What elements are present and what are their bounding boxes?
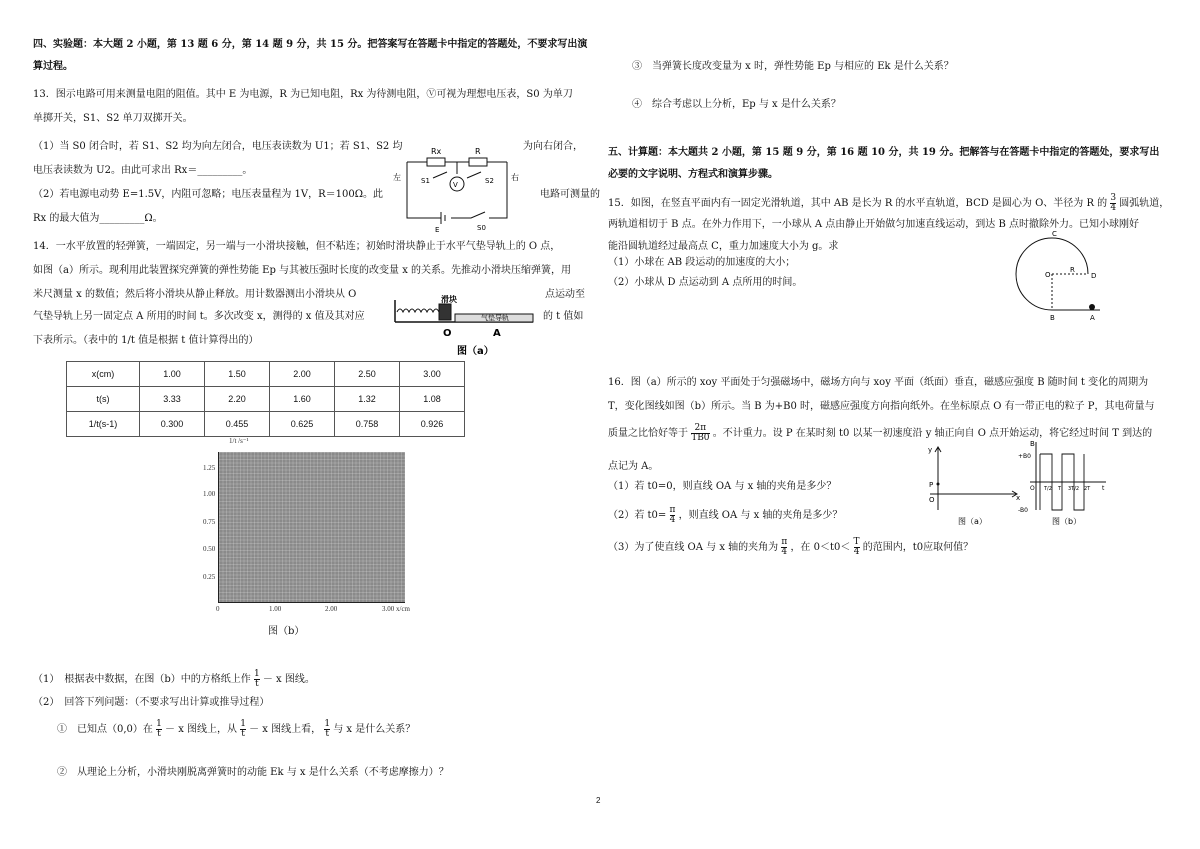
figure-16a-axes	[926, 444, 1026, 528]
q16-part3-c: 的范围内，t0应取何值？	[862, 542, 974, 553]
table-cell: 3.00	[400, 362, 465, 387]
table-cell: 1.32	[335, 387, 400, 412]
q13-part2-right: 电路可测量的	[540, 189, 600, 200]
q13-part1: （1）当 S0 闭合时，若 S1、S2 均为向左闭合，电压表读数为 U1；若 S1、S2 均	[33, 141, 403, 152]
graph-y-tick: 0.50	[203, 545, 216, 553]
figure-a-caption: 图（a）	[457, 346, 494, 357]
section4-title-cont: 算过程。	[33, 61, 73, 72]
fraction-pi-4	[781, 538, 787, 557]
circuit-diagram	[393, 138, 523, 234]
table-row	[67, 387, 465, 412]
table-cell: 0.758	[335, 412, 400, 437]
fraction-t-4	[854, 538, 860, 557]
q14-sub1-a: ① 已知点（0,0）在	[57, 724, 153, 735]
q14-sub1	[57, 720, 415, 739]
q14-text-4-right: 的 t 值如	[543, 311, 584, 322]
q14-sub2: ② 从理论上分析，小滑块刚脱离弹簧时的动能 Ek 与 x 是什么关系（不考虑摩擦力）？	[57, 767, 449, 778]
table-head-x: x(cm)	[67, 362, 140, 387]
q15-text-b: 圆弧轨道，	[1119, 198, 1170, 209]
q14-text-3-right: 点运动至	[545, 289, 585, 300]
q16-part2-a: （2）若 t0=	[608, 510, 667, 521]
table-cell: 3.33	[140, 387, 205, 412]
fraction-pi-4	[670, 506, 676, 525]
section5-title: 五、计算题：本大题共 2 小题，第 15 题 9 分，第 16 题 10 分，共 19 分。把解答与在答题卡中指定的答题处，要求写出	[608, 147, 1160, 158]
frac-num: 1	[253, 669, 260, 679]
q13-part1-right: 为向右闭合，	[523, 141, 583, 152]
fig16b-tick: T	[1058, 486, 1062, 492]
frac-num: 3	[1110, 193, 1117, 203]
q16-part3-b: ，在 0＜t0＜	[790, 542, 851, 553]
q16-part2-b: ，则直线 OA 与 x 轴的夹角是多少？	[678, 510, 843, 521]
fig16b-o: O	[1030, 485, 1035, 492]
fig16a-caption: 图（a）	[958, 517, 987, 526]
circuit-label-s0: S0	[477, 224, 486, 232]
graph-x-tick: 0	[216, 605, 220, 613]
particle-dot	[937, 483, 940, 486]
table-cell: 1.00	[140, 362, 205, 387]
q15-text-2: 两轨道相切于 B 点。在外力作用下，一小球从 A 点由静止开始做匀加速直线运动，到达 B 点时撤除外力。已知小球刚好	[608, 219, 1139, 230]
fig16b-t: t	[1102, 485, 1105, 492]
fraction-1-over-t	[156, 720, 162, 739]
q16-text-3b: 。不计重力。设 P 在某时刻 t0 以某一初速度沿 y 轴正向自 O 点开始运动，将它经过时间 T 到达的	[712, 428, 1153, 439]
fraction-3-4	[1110, 194, 1116, 213]
circuit-label-rx: Rx	[431, 147, 442, 156]
circuit-voltmeter: V	[453, 181, 458, 189]
graph-y-tick: 1.00	[203, 490, 216, 498]
fig16b-plus: +B0	[1018, 453, 1031, 460]
q14-text-2: 如图（a）所示。现利用此装置探究弹簧的弹性势能 Ep 与其被压强时长度的改变量 x 的关系。先推动小滑块压缩弹簧，用	[33, 265, 572, 276]
table-cell: 0.300	[140, 412, 205, 437]
q14-text-3: 米尺测量 x 的数值；然后将小滑块从静止释放。用计数器测出小滑块从 O	[33, 289, 357, 300]
figure-a-rail-label: 气垫导轨	[481, 314, 509, 322]
q14-part2: （2） 回答下列问题：（不要求写出计算或推导过程）	[33, 697, 270, 708]
section4-title: 四、实验题：本大题 2 小题，第 13 题 6 分，第 14 题 9 分，共 15 分。把答案写在答题卡中指定的答题处，不要求写出演	[33, 39, 588, 50]
q14-sub4: ④ 综合考虑以上分析，Ep 与 x 是什么关系？	[632, 99, 841, 110]
circuit-label-right: 右	[511, 173, 519, 182]
graph-y-axis-label: 1/t /s⁻¹	[229, 437, 249, 445]
frac-den: t	[241, 729, 245, 739]
circuit-label-e: E	[435, 226, 440, 234]
fraction-2pi-over-tb0	[691, 424, 709, 443]
q16-text: 16．图（a）所示的 xoy 平面处于匀强磁场中，磁场方向与 xoy 平面（纸面）垂直，磁感应强度 B 随时间 t 变化的周期为	[608, 377, 1149, 388]
frac-num: 1	[324, 719, 331, 729]
q15-text	[608, 194, 1169, 213]
fraction-1-over-t	[254, 670, 260, 689]
fig15-label-b: B	[1050, 314, 1055, 322]
graph-x-tick: 1.00	[269, 605, 282, 613]
circuit-label-left: 左	[393, 173, 401, 182]
graph-y-tick: 1.25	[203, 464, 216, 472]
q15-part2: （2）小球从 D 点运动到 A 点所用的时间。	[608, 277, 803, 288]
circuit-label-s1: S1	[421, 177, 430, 185]
fig15-label-a: A	[1090, 314, 1095, 322]
table-cell: 2.50	[335, 362, 400, 387]
q13-text: 13．图示电路可用来测量电阻的阻值。其中 E 为电源，R 为已知电阻，Rx 为待测电阻，Ⓥ可视为理想电压表，S0 为单刀	[33, 89, 573, 100]
frac-num: 1	[240, 719, 246, 729]
frac-den: 4	[781, 547, 788, 557]
frac-num: π	[781, 537, 788, 547]
table-cell: 2.00	[270, 362, 335, 387]
ball-icon	[1089, 304, 1095, 310]
graph-x-tick: 2.00	[325, 605, 338, 613]
fig16a-o: O	[929, 496, 935, 504]
circuit-label-r: R	[475, 147, 481, 156]
fig16b-b: B	[1030, 440, 1035, 448]
frac-num: 1	[156, 719, 162, 729]
circuit-label-s2: S2	[485, 177, 494, 185]
table-head-inv-t: 1/t(s-1)	[67, 412, 140, 437]
table-cell: 0.625	[270, 412, 335, 437]
fig16a-x: x	[1016, 494, 1021, 502]
graph-grid	[218, 452, 405, 603]
section5-title-cont: 必要的文字说明、方程式和演算步骤。	[608, 169, 778, 180]
fig16b-tick: 3T/2	[1068, 486, 1080, 492]
table-cell: 1.50	[205, 362, 270, 387]
q16-text-2: T，变化图线如图（b）所示。当 B 为+B0 时，磁感应强度方向指向纸外。在坐标原点 O 有一带正电的粒子 P，其电荷量与	[608, 401, 1155, 412]
figure-a-slider	[393, 295, 538, 360]
q16-part2	[608, 506, 842, 525]
q14-sub3: ③ 当弹簧长度改变量为 x 时，弹性势能 Ep 与相应的 Ek 是什么关系？	[632, 61, 954, 72]
table-cell: 1.08	[400, 387, 465, 412]
graph-caption: 图（b）	[268, 626, 305, 637]
q16-part3-a: （3）为了使直线 OA 与 x 轴的夹角为	[608, 542, 779, 553]
q13-part1-cont: 电压表读数为 U2。由此可求出 Rx＝_________。	[33, 165, 253, 176]
q14-part1-end: － x 图线。	[262, 674, 315, 685]
frac-den: 4	[853, 547, 860, 557]
q13-part2: （2）若电源电动势 E=1.5V，内阻可忽略；电压表量程为 1V，R＝100Ω。此	[33, 189, 384, 200]
table-cell: 0.926	[400, 412, 465, 437]
q14-text-5: 下表所示。（表中的 1/t 值是根据 t 值计算得出的）	[33, 335, 259, 346]
q16-part1: （1）若 t0=0，则直线 OA 与 x 轴的夹角是多少？	[608, 481, 837, 492]
q13-part2-cont: Rx 的最大值为_________Ω。	[33, 213, 163, 224]
figure-a-a: A	[493, 328, 501, 339]
fig16a-p: P	[929, 481, 934, 489]
q13-text-cont: 单掷开关，S1、S2 单刀双掷开关。	[33, 113, 193, 124]
table-row	[67, 362, 465, 387]
graph-x-tick: 3.00 x/cm	[382, 605, 410, 613]
figure-a-slider-label: 滑块	[441, 295, 457, 304]
frac-den: TB0	[691, 433, 710, 443]
q14-part1-text: （1） 根据表中数据，在图（b）中的方格纸上作	[33, 674, 251, 685]
frac-num: π	[669, 505, 676, 515]
table-head-t: t(s)	[67, 387, 140, 412]
fig15-label-d: D	[1091, 272, 1097, 280]
figure-15-track	[1008, 230, 1118, 322]
q14-sub1-c: － x 图线上看，	[249, 724, 322, 735]
q15-text-a: 15．如图，在竖直平面内有一固定光滑轨道，其中 AB 是长为 R 的水平直轨道，BCD 是圆心为 O、半径为 R 的	[608, 198, 1108, 209]
fig15-label-o: O	[1045, 271, 1051, 279]
frac-den: t	[255, 679, 259, 689]
frac-den: t	[157, 729, 161, 739]
table-cell: 0.455	[205, 412, 270, 437]
fraction-1-over-t	[240, 720, 246, 739]
q14-text-4: 气垫导轨上另一固定点 A 所用的时间 t。多次改变 x，测得的 x 值及其对应	[33, 311, 365, 322]
q14-sub1-d: 与 x 是什么关系？	[333, 724, 416, 735]
fig15-label-r: R	[1070, 266, 1075, 274]
graph-y-tick: 0.75	[203, 518, 216, 526]
q15-part1: （1）小球在 AB 段运动的加速度的大小；	[608, 257, 796, 268]
table-cell: 1.60	[270, 387, 335, 412]
figure-a-o: O	[443, 328, 452, 339]
table-cell: 2.20	[205, 387, 270, 412]
q14-part1	[33, 670, 315, 689]
frac-den: 4	[669, 515, 676, 525]
q16-part3	[608, 538, 973, 557]
q14-text: 14．一水平放置的轻弹簧，一端固定，另一端与一小滑块接触，但不粘连；初始时滑块静止于水平气垫导轨上的 O 点，	[33, 241, 561, 252]
fig16b-caption: 图（b）	[1052, 517, 1082, 526]
frac-den: t	[325, 729, 329, 739]
page-number: 2	[596, 796, 601, 805]
frac-num: 2π	[691, 424, 709, 434]
fig16b-minus: -B0	[1018, 507, 1028, 514]
q16-text-3a: 质量之比恰好等于	[608, 428, 688, 439]
fig16a-y: y	[928, 446, 933, 454]
fig15-label-c: C	[1052, 230, 1057, 238]
frac-num: T	[853, 537, 860, 547]
q14-sub1-b: － x 图线上，从	[165, 724, 238, 735]
table-row	[67, 412, 465, 437]
data-table	[66, 361, 465, 437]
q15-text-3: 能沿圆轨道经过最高点 C，重力加速度大小为 g。求	[608, 241, 839, 252]
q16-text-4: 点记为 A。	[608, 461, 659, 472]
figure-16b-graph	[1018, 440, 1108, 528]
frac-den: 4	[1110, 203, 1117, 213]
graph-y-tick: 0.25	[203, 573, 216, 581]
fraction-1-over-t	[324, 720, 330, 739]
fig16b-tick: T/2	[1044, 486, 1052, 492]
fig16b-tick: 2T	[1084, 486, 1091, 492]
